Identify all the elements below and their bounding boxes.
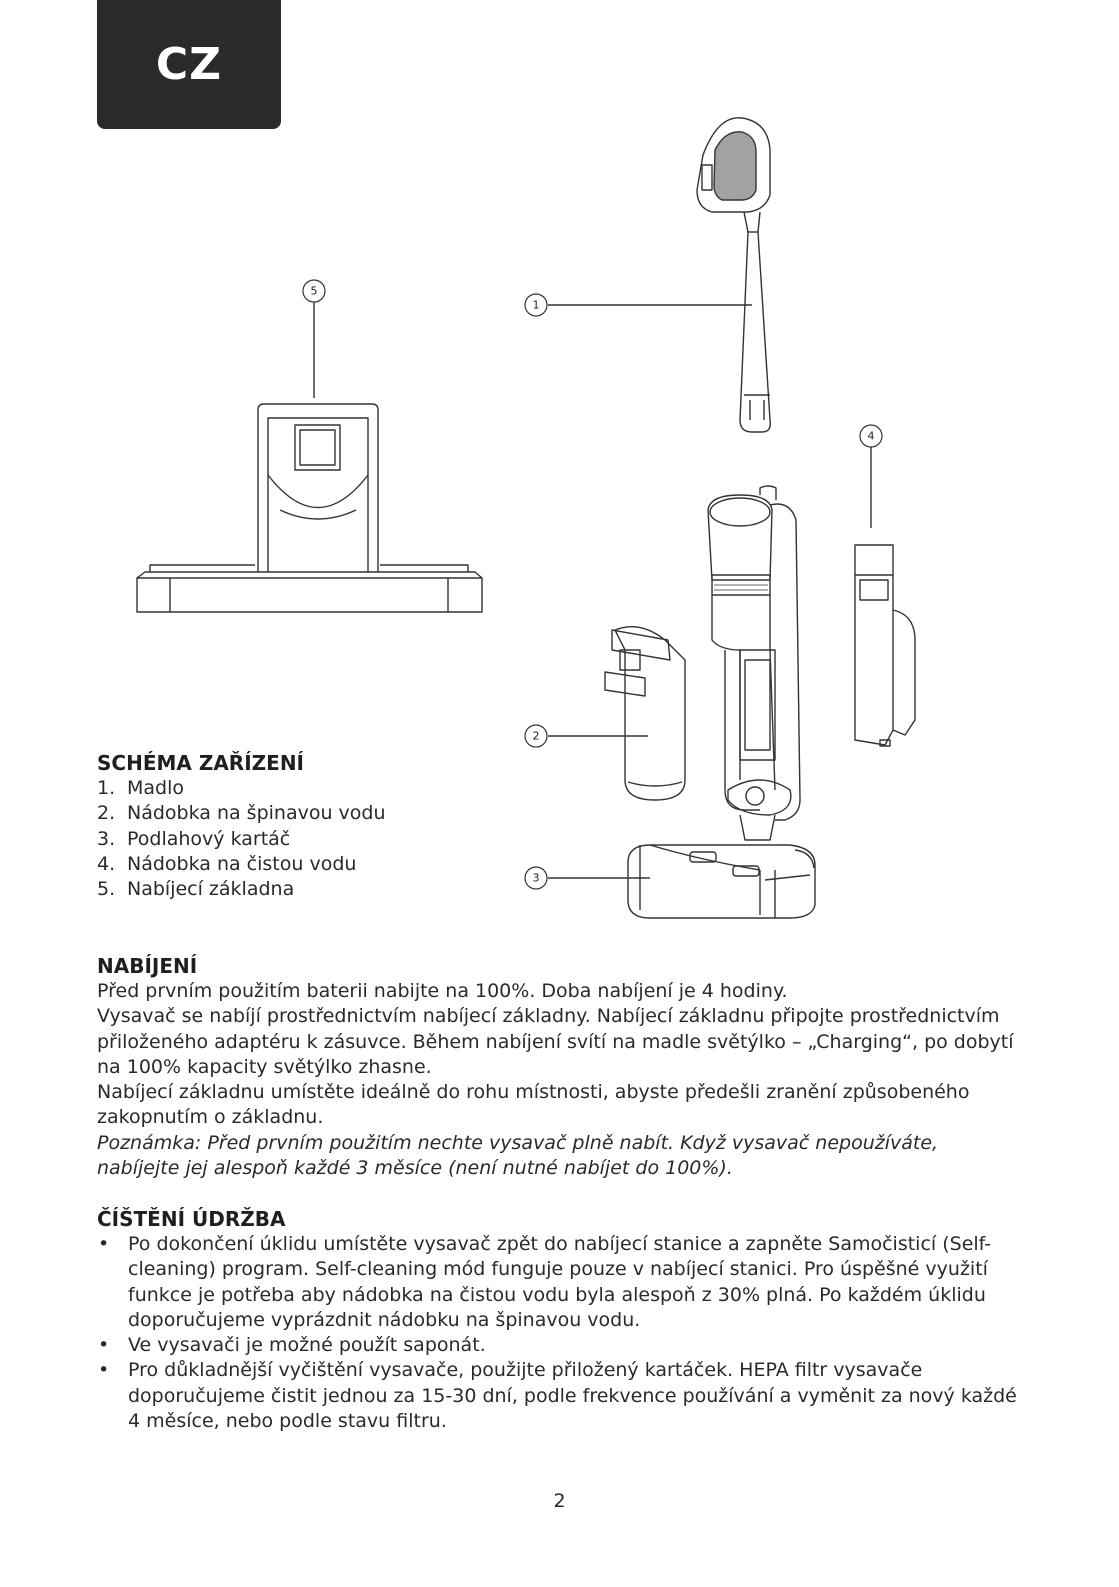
schema-item: 3. Podlahový kartáč: [97, 827, 291, 850]
schema-item: 1. Madlo: [97, 777, 184, 799]
dirty-tank-drawing: [605, 627, 685, 800]
charging-base-drawing: [137, 404, 482, 612]
device-schema-section: [97, 750, 437, 902]
callout-label-2: 2: [532, 729, 540, 743]
schema-item: 5. Nabíjecí základna: [97, 878, 295, 901]
callout-label-4: 4: [867, 429, 875, 443]
charging-section: [97, 953, 1017, 1181]
cleaning-item: • Po dokončení úklidu umístěte vysavač zpět do nabíjecí stanice a zapněte Samočisticí (Self-cleaning) program. Self-cleaning mód funguje pouze v nabíjecí stanici. Pro úspěšné využití funkce je potřeba aby nádobka na čistou vodu byla alespoň z 30% plná. Po každém úklidu doporučujeme vyprázdnit nádobku na špinavou vodu.: [98, 1233, 992, 1331]
charging-paragraph-1: Před prvním použitím baterii nabijte na 100%. Doba nabíjení je 4 hodiny.: [97, 980, 788, 1002]
floor-brush-drawing: [628, 845, 815, 918]
cleaning-list: [97, 1232, 1017, 1434]
cleaning-section: [97, 1206, 1017, 1434]
schema-list: [97, 776, 437, 902]
charging-heading: NABÍJENÍ: [97, 954, 198, 978]
cleaning-heading: ČÍŠTĚNÍ ÚDRŽBA: [97, 1207, 286, 1231]
language-code: CZ: [155, 39, 223, 90]
callout-label-3: 3: [532, 871, 540, 885]
handle-drawing: [697, 118, 770, 432]
charging-note: Poznámka: Před prvním použitím nechte vysavač plně nabít. Když vysavač nepoužíváte, nabíjejte jej alespoň každé 3 měsíce (není nutné nabíjet do 100%).: [97, 1131, 939, 1180]
vacuum-body-drawing: [708, 486, 800, 840]
charging-paragraph-2: Vysavač se nabíjí prostřednictvím nabíjecí základny. Nabíjecí základnu připojte prostřednictvím přiloženého adaptéru k zásuvce. Během nabíjení svítí na madle světýlko – „Charging“, po dobytí na 100% kapacity světýlko zhasne.: [97, 1005, 1014, 1078]
callout-label-5: 5: [310, 284, 318, 298]
schema-item: 2. Nádobka na špinavou vodu: [97, 802, 386, 825]
schema-item: 4. Nádobka na čistou vodu: [97, 852, 357, 875]
cleaning-item: • Pro důkladnější vyčištění vysavače, použijte přiložený kartáček. HEPA filtr vysavače doporučujeme čistit jednou za 15-30 dní, podle frekvence používání a vyměnit za nový každé 4 měsíce, nebo podle stavu filtru.: [98, 1359, 1017, 1433]
page-number: 2: [553, 1490, 566, 1512]
schema-heading: SCHÉMA ZAŘÍZENÍ: [97, 751, 304, 775]
callout-label-1: 1: [532, 298, 540, 312]
clean-tank-drawing: [855, 545, 915, 746]
charging-paragraph-3: Nabíjecí základnu umístěte ideálně do rohu místnosti, abyste předešli zranění způsobeného zakopnutím o základnu.: [97, 1081, 970, 1129]
cleaning-item: • Ve vysavači je možné použít saponát.: [98, 1334, 486, 1357]
